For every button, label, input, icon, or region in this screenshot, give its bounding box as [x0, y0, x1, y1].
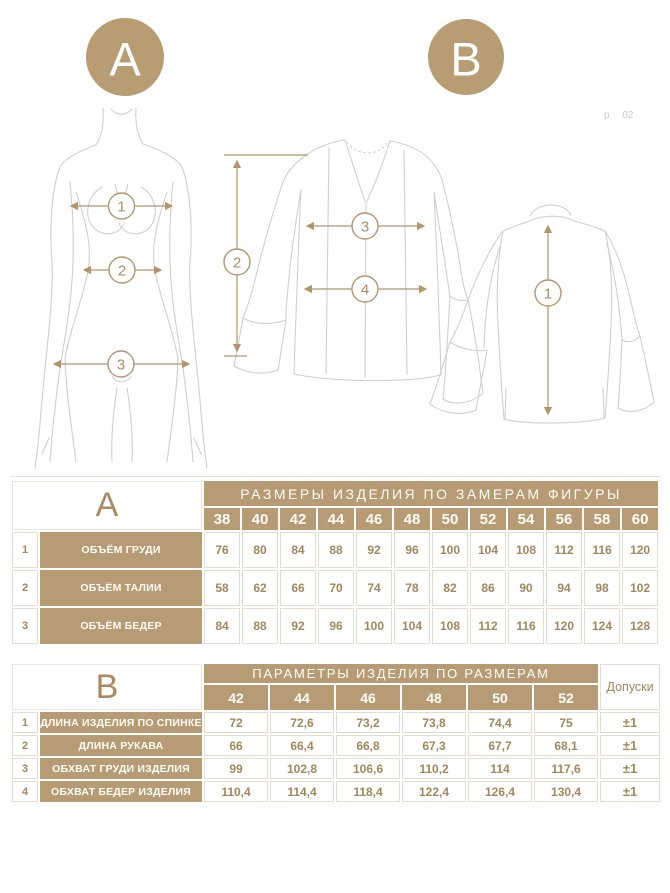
- value-cell: 90: [508, 570, 544, 606]
- value-cell: 130,4: [534, 781, 598, 802]
- size-header-cell: 38: [204, 508, 240, 530]
- value-cell: 100: [356, 608, 392, 644]
- watermark-text: р 02: [604, 110, 634, 121]
- value-cell: 78: [394, 570, 430, 606]
- value-cell: 100: [432, 532, 468, 568]
- value-cell: 126,4: [468, 781, 532, 802]
- value-cell: 94: [546, 570, 582, 606]
- value-cell: 82: [432, 570, 468, 606]
- row-label: ОБЪЁМ ГРУДИ: [40, 532, 202, 568]
- value-cell: 106,6: [336, 758, 400, 779]
- row-number: 3: [12, 608, 38, 644]
- value-cell: 116: [508, 608, 544, 644]
- size-header-cell: 46: [336, 685, 400, 710]
- value-cell: 75: [534, 712, 598, 733]
- value-cell: 74,4: [468, 712, 532, 733]
- value-cell: 80: [242, 532, 278, 568]
- value-cell: 108: [432, 608, 468, 644]
- row-label: ОБЪЁМ БЕДЕР: [40, 608, 202, 644]
- tolerance-cell: ±1: [600, 758, 660, 779]
- tolerance-header: Допуски: [600, 664, 660, 710]
- value-cell: 72: [204, 712, 268, 733]
- value-cell: 74: [356, 570, 392, 606]
- row-label: ОБХВАТ ГРУДИ ИЗДЕЛИЯ: [40, 758, 202, 779]
- figure-measurements: [54, 193, 189, 377]
- value-cell: 120: [546, 608, 582, 644]
- size-header-cell: 52: [534, 685, 598, 710]
- value-cell: 66: [204, 735, 268, 756]
- table-row: [12, 758, 660, 779]
- garment-back-measurements: [535, 226, 561, 414]
- table-a-corner-label: А: [12, 481, 202, 530]
- size-header-cell: 58: [584, 508, 620, 530]
- value-cell: 99: [204, 758, 268, 779]
- row-number: 3: [12, 758, 38, 779]
- table-row: [12, 570, 658, 606]
- row-number: 4: [12, 781, 38, 802]
- garment-front-sketch: [234, 140, 483, 403]
- value-cell: 84: [204, 608, 240, 644]
- row-label: ДЛИНА ИЗДЕЛИЯ ПО СПИНКЕ: [40, 712, 202, 733]
- value-cell: 117,6: [534, 758, 598, 779]
- value-cell: 114,4: [270, 781, 334, 802]
- value-cell: 70: [318, 570, 354, 606]
- value-cell: 102: [622, 570, 658, 606]
- value-cell: 84: [280, 532, 316, 568]
- value-cell: 76: [204, 532, 240, 568]
- value-cell: 73,8: [402, 712, 466, 733]
- size-header-cell: 48: [402, 685, 466, 710]
- table-b-title: ПАРАМЕТРЫ ИЗДЕЛИЯ ПО РАЗМЕРАМ: [204, 664, 598, 683]
- table-row: [12, 781, 660, 802]
- value-cell: 96: [394, 532, 430, 568]
- value-cell: 124: [584, 608, 620, 644]
- table-row: [12, 735, 660, 756]
- table-row: [12, 712, 660, 733]
- table-row: [12, 532, 658, 568]
- value-cell: 58: [204, 570, 240, 606]
- value-cell: 92: [280, 608, 316, 644]
- value-cell: 66,8: [336, 735, 400, 756]
- value-cell: 102,8: [270, 758, 334, 779]
- row-number: 2: [12, 735, 38, 756]
- value-cell: 86: [470, 570, 506, 606]
- value-cell: 92: [356, 532, 392, 568]
- size-header-cell: 54: [508, 508, 544, 530]
- row-label: ОБХВАТ БЕДЕР ИЗДЕЛИЯ: [40, 781, 202, 802]
- value-cell: 96: [318, 608, 354, 644]
- value-cell: 128: [622, 608, 658, 644]
- value-cell: 104: [470, 532, 506, 568]
- front-marker-2: 2: [232, 254, 242, 272]
- size-header-cell: 44: [270, 685, 334, 710]
- value-cell: 114: [468, 758, 532, 779]
- value-cell: 110,2: [402, 758, 466, 779]
- table-body-measurements: [10, 479, 660, 646]
- front-marker-4: 4: [360, 281, 370, 299]
- value-cell: 104: [394, 608, 430, 644]
- size-header-cell: 50: [468, 685, 532, 710]
- row-number: 2: [12, 570, 38, 606]
- value-cell: 66,4: [270, 735, 334, 756]
- value-cell: 112: [546, 532, 582, 568]
- back-marker-1: 1: [543, 285, 553, 303]
- size-header-cell: 52: [470, 508, 506, 530]
- value-cell: 122,4: [402, 781, 466, 802]
- tolerance-cell: ±1: [600, 735, 660, 756]
- value-cell: 66: [280, 570, 316, 606]
- value-cell: 112: [470, 608, 506, 644]
- size-header-cell: 46: [356, 508, 392, 530]
- value-cell: 72,6: [270, 712, 334, 733]
- size-header-cell: 44: [318, 508, 354, 530]
- value-cell: 116: [584, 532, 620, 568]
- size-header-cell: 42: [204, 685, 268, 710]
- row-label: ДЛИНА РУКАВА: [40, 735, 202, 756]
- row-label: ОБЪЁМ ТАЛИИ: [40, 570, 202, 606]
- badge-b-letter: B: [450, 32, 482, 86]
- size-header-cell: 60: [622, 508, 658, 530]
- badge-a-letter: A: [109, 32, 141, 86]
- table-garment-parameters: [10, 662, 662, 804]
- body-figure-sketch: [35, 108, 207, 468]
- size-header-cell: 50: [432, 508, 468, 530]
- size-header-cell: 56: [546, 508, 582, 530]
- divider-line: [10, 476, 660, 477]
- value-cell: 120: [622, 532, 658, 568]
- value-cell: 67,7: [468, 735, 532, 756]
- figure-marker-3: 3: [116, 356, 126, 374]
- row-number: 1: [12, 712, 38, 733]
- table-row: [12, 608, 658, 644]
- table-b-corner-label: В: [12, 664, 202, 710]
- value-cell: 98: [584, 570, 620, 606]
- value-cell: 88: [242, 608, 278, 644]
- row-number: 1: [12, 532, 38, 568]
- table-a-title: РАЗМЕРЫ ИЗДЕЛИЯ ПО ЗАМЕРАМ ФИГУРЫ: [204, 481, 658, 506]
- value-cell: 73,2: [336, 712, 400, 733]
- badge-b: [428, 19, 504, 95]
- value-cell: 108: [508, 532, 544, 568]
- size-header-cell: 48: [394, 508, 430, 530]
- value-cell: 62: [242, 570, 278, 606]
- value-cell: 118,4: [336, 781, 400, 802]
- value-cell: 88: [318, 532, 354, 568]
- figure-marker-1: 1: [117, 198, 126, 216]
- figure-marker-2: 2: [117, 262, 127, 280]
- size-header-cell: 42: [280, 508, 316, 530]
- tolerance-cell: ±1: [600, 781, 660, 802]
- value-cell: 68,1: [534, 735, 598, 756]
- garment-back-sketch: [430, 205, 654, 423]
- tolerance-cell: ±1: [600, 712, 660, 733]
- value-cell: 110,4: [204, 781, 268, 802]
- value-cell: 67,3: [402, 735, 466, 756]
- badge-a: [86, 18, 164, 96]
- garment-front-measurements: [224, 155, 426, 356]
- front-marker-3: 3: [360, 218, 370, 236]
- size-header-cell: 40: [242, 508, 278, 530]
